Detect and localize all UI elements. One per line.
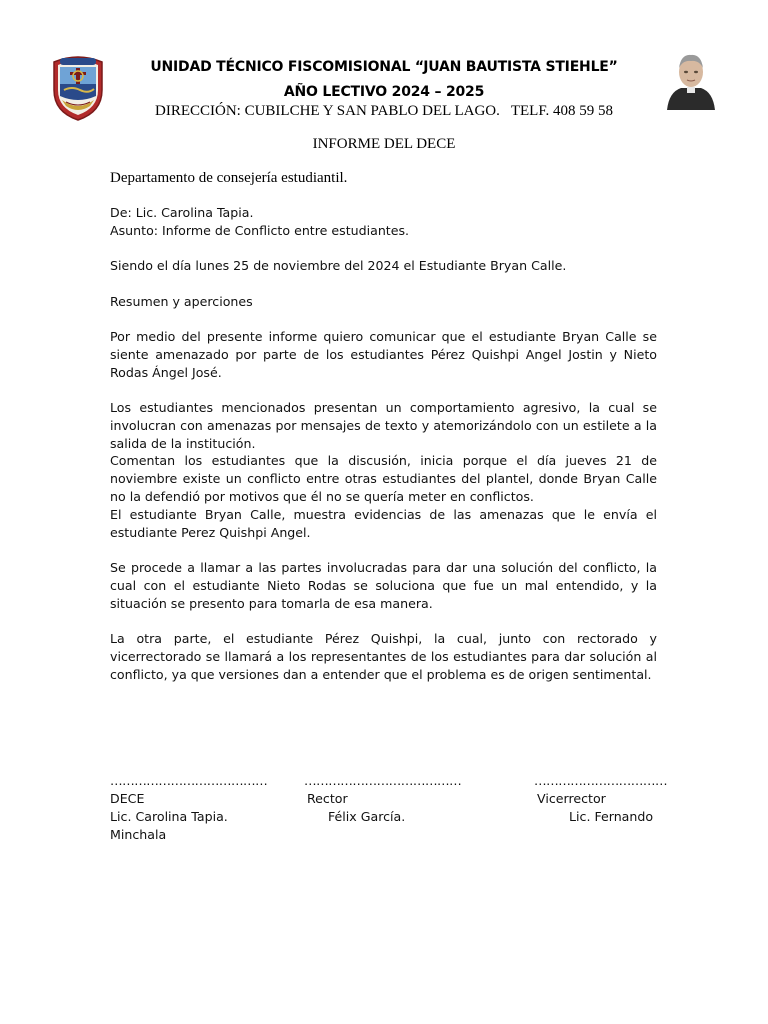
school-crest-icon xyxy=(50,54,106,122)
signature-name-dece: Lic. Carolina Tapia. xyxy=(110,809,228,824)
signature-role-rector: Rector xyxy=(307,791,348,806)
report-title: INFORME DEL DECE xyxy=(312,136,456,152)
school-name: UNIDAD TÉCNICO FISCOMISIONAL “JUAN BAUTISTA STIEHLE” xyxy=(150,59,618,75)
signature-name-rector: Félix García. xyxy=(328,809,406,824)
paragraph: La otra parte, el estudiante Pérez Quishpi, la cual, junto con rectorado y vicerrectorado se llamará a los representantes de los estudiantes para dar solución al conflicto, ya que versiones dan a entender que el problema es de origen sentimental. xyxy=(110,630,657,682)
subject-line: Asunto: Informe de Conflicto entre estudiantes. xyxy=(110,222,410,238)
signature-name-vicerrector: Lic. Fernando xyxy=(569,809,654,824)
from-line: De: Lic. Carolina Tapia. xyxy=(110,205,254,220)
portrait-photo xyxy=(665,50,717,110)
signature-line-dece: ………………………………… xyxy=(110,773,268,788)
address-line: DIRECCIÓN: CUBILCHE Y SAN PABLO DEL LAGO. TELF. 408 59 58 xyxy=(155,103,613,119)
paragraph: Se procede a llamar a las partes involucradas para dar una solución del conflicto, la cual con el estudiante Nieto Rodas se soluciona que fue un mal entendido, y la situación se presento para tomarla de esa manera. xyxy=(110,559,657,611)
signature-name-vicerrector-wrap: Minchala xyxy=(110,827,167,842)
paragraph: Los estudiantes mencionados presentan un comportamiento agresivo, la cual se involucran con amenazas por mensajes de texto y atemorizándolo con un estilete a la salida de la institución. xyxy=(110,399,657,451)
date-line: Siendo el día lunes 25 de noviembre del 2024 el Estudiante Bryan Calle. xyxy=(110,258,567,274)
school-year: AÑO LECTIVO 2024 – 2025 xyxy=(283,84,485,100)
department-line: Departamento de consejería estudiantil. xyxy=(110,170,348,186)
signature-line-rector: ………………………………… xyxy=(304,773,462,788)
signature-role-dece: DECE xyxy=(110,791,145,806)
summary-heading: Resumen y aperciones xyxy=(110,293,253,309)
signature-line-vicerrector: …………………………… xyxy=(534,773,668,788)
paragraph: Comentan los estudiantes que la discusión, inicia porque el día jueves 21 de noviembre existe un conflicto entre otras estudiantes del plantel, donde Bryan Calle no la defendió por motivos que él no se quería meter en conflictos. xyxy=(110,453,657,504)
paragraph: Por medio del presente informe quiero comunicar que el estudiante Bryan Calle se siente amenazado por parte de los estudiantes Pérez Quishpi Angel Jostin y Nieto Rodas Ángel José. xyxy=(110,328,657,380)
signature-role-vicerrector: Vicerrector xyxy=(537,791,606,806)
report-body xyxy=(110,204,657,683)
paragraph: El estudiante Bryan Calle, muestra evidencias de las amenazas que le envía el estudiante Perez Quishpi Angel. xyxy=(110,506,657,540)
